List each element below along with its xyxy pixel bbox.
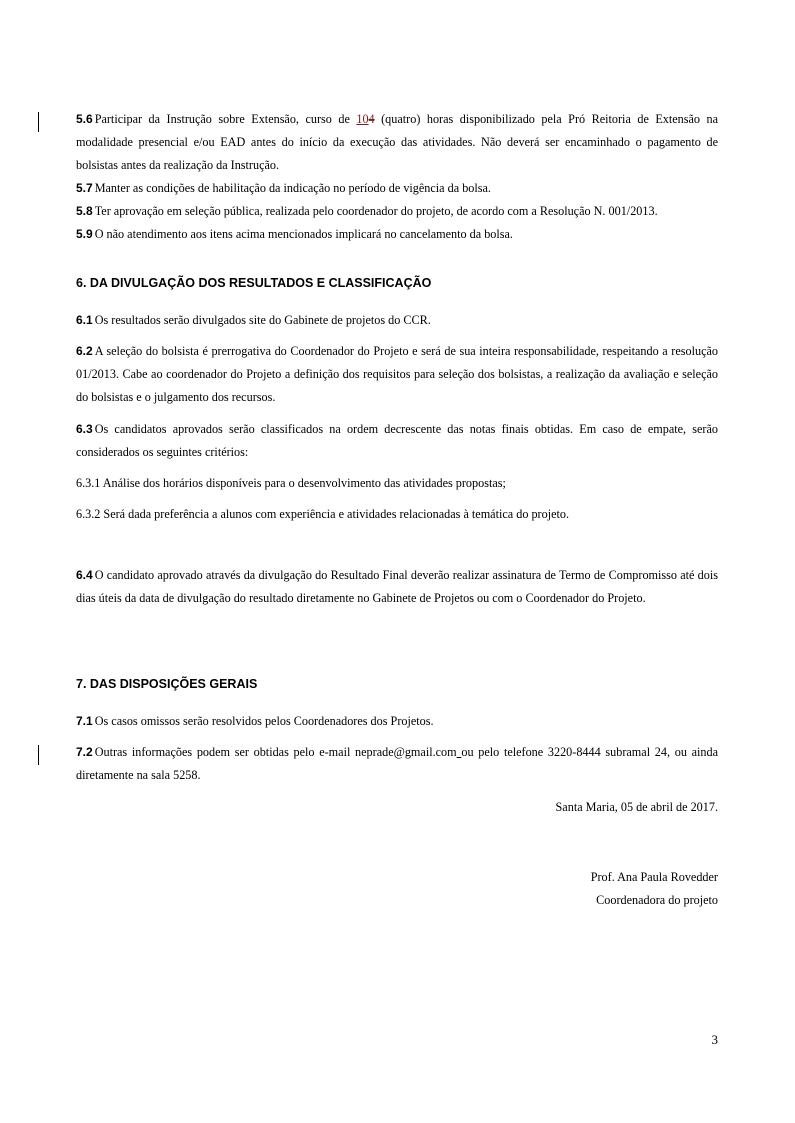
item-6-3: 6.3 Os candidatos aprovados serão classificados na ordem decrescente das notas finais obtidas. Em caso de empate, serão considerados os seguintes critérios: xyxy=(76,422,718,459)
item-5-8: 5.8 Ter aprovação em seleção pública, realizada pelo coordenador do projeto, de acordo com a Resolução N. 001/2013. xyxy=(76,204,658,218)
item-number: 7.2 xyxy=(76,745,93,759)
signature-role: Coordenadora do projeto xyxy=(596,893,718,907)
change-bar xyxy=(38,112,39,132)
item-number: 6.4 xyxy=(76,568,93,582)
item-6-4: 6.4 O candidato aprovado através da divulgação do Resultado Final deverão realizar assinatura de Termo de Compromisso até dois dias úteis da data de divulgação do resultado diretamente no Gabinete de Projetos ou com o Coordenador do Projeto. xyxy=(76,568,718,605)
item-number: 6.3 xyxy=(76,422,93,436)
item-5-6: 5.6 Participar da Instrução sobre Extensão, curso de 104 (quatro) horas disponibilizado pela Pró Reitoria de Extensão na modalidade presencial e/ou EAD antes do início da execução das atividades. Não deverá ser encaminhado o pagamento de bolsistas antes da realização da Instrução. xyxy=(76,112,719,172)
section-6-heading: 6. DA DIVULGAÇÃO DOS RESULTADOS E CLASSIFICAÇÃO xyxy=(76,276,432,290)
item-6-1: 6.1 Os resultados serão divulgados site do Gabinete de projetos do CCR. xyxy=(76,313,431,327)
date-line: Santa Maria, 05 de abril de 2017. xyxy=(555,800,718,814)
item-6-3-2: 6.3.2 Será dada preferência a alunos com experiência e atividades relacionadas à temática do projeto. xyxy=(76,507,570,521)
page-number: 3 xyxy=(711,1032,718,1047)
item-number: 7.1 xyxy=(76,714,93,728)
tracked-insertion: 10 xyxy=(356,112,369,126)
item-5-7: 5.7 Manter as condições de habilitação da indicação no período de vigência da bolsa. xyxy=(76,181,491,195)
change-bar xyxy=(38,745,39,765)
item-number: 6.1 xyxy=(76,313,93,327)
item-number: 6.2 xyxy=(76,344,93,358)
item-7-1: 7.1 Os casos omissos serão resolvidos pelos Coordenadores dos Projetos. xyxy=(76,714,434,728)
contact-info: Outras informações podem ser obtidas pelo e-mail neprade@gmail.com xyxy=(94,745,457,759)
item-5-9: 5.9 O não atendimento aos itens acima mencionados implicará no cancelamento da bolsa. xyxy=(76,227,513,241)
item-6-2: 6.2 A seleção do bolsista é prerrogativa do Coordenador do Projeto e será de sua inteira responsabilidade, respeitando a resolução 01/2013. Cabe ao coordenador do Projeto a definição dos requisitos para seleção dos bolsistas, a realização da avaliação e seleção do bolsistas e o julgamento dos recursos. xyxy=(76,344,718,404)
item-6-3-1: 6.3.1 Análise dos horários disponíveis para o desenvolvimento das atividades propostas; xyxy=(76,476,506,490)
item-number: 5.6 xyxy=(76,112,93,126)
section-7-heading: 7. DAS DISPOSIÇÕES GERAIS xyxy=(76,677,258,691)
item-number: 5.9 xyxy=(76,227,93,241)
item-number: 5.8 xyxy=(76,204,93,218)
tracked-deletion: 4 xyxy=(368,112,375,126)
signature-name: Prof. Ana Paula Rovedder xyxy=(590,870,718,884)
item-number: 5.7 xyxy=(76,181,93,195)
item-7-2: 7.2 Outras informações podem ser obtidas pelo e-mail neprade@gmail.com ou pelo telefone 3220-8444 subramal 24, ou ainda diretamente na sala 5258. xyxy=(76,745,719,782)
